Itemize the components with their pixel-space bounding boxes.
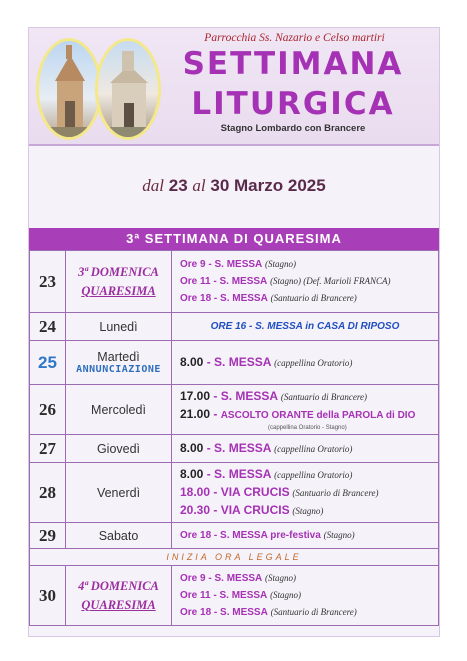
day-number: 29 <box>30 523 66 549</box>
table-row <box>30 385 439 435</box>
event-line: 21.00 - ASCOLTO ORANTE della PAROLA di DIO <box>180 406 416 421</box>
small-note: (cappellina Oratorio - Stagno) <box>268 424 347 431</box>
event-line: 8.00 - S. MESSA (cappellina Oratorio) <box>180 466 353 481</box>
day-number: 23 <box>30 251 66 313</box>
event-line: Ore 9 - S. MESSA (Stagno) <box>180 573 297 584</box>
title-line-2: LITURGICA <box>191 86 395 122</box>
events <box>172 566 439 626</box>
day-number: 30 <box>30 566 66 626</box>
day-label-a: 3ª DOMENICA <box>78 264 159 279</box>
day-number: 27 <box>30 435 66 463</box>
day-label-a: 4ª DOMENICA <box>78 578 159 593</box>
date-range <box>29 176 439 196</box>
day-label-b: QUARESIMA <box>81 597 156 612</box>
events <box>172 341 439 385</box>
header <box>29 28 439 146</box>
event-line: 8.00 - S. MESSA (cappellina Oratorio) <box>180 440 353 455</box>
event-line: Ore 11 - S. MESSA (Stagno) (Def. Marioli FRANCA) <box>180 276 391 287</box>
day-label: Venerdì <box>66 463 172 523</box>
event-line: 17.00 - S. MESSA (Santuario di Brancere) <box>180 388 367 403</box>
day-number: 24 <box>30 313 66 341</box>
date-start: 23 <box>168 176 188 195</box>
day-label: Mercoledì <box>66 385 172 435</box>
table-row <box>30 566 439 626</box>
event-line: 20.30 - VIA CRUCIS (Stagno) <box>180 502 324 517</box>
day-label <box>66 566 172 626</box>
event-line: Ore 18 - S. MESSA (Santuario di Brancere) <box>180 607 357 618</box>
table-row <box>30 341 439 385</box>
events <box>172 463 439 523</box>
parish-name: Parrocchia Ss. Nazario e Celso martiri <box>204 32 385 44</box>
table-row <box>30 435 439 463</box>
day-number: 28 <box>30 463 66 523</box>
event-line: 8.00 - S. MESSA (cappellina Oratorio) <box>180 354 353 369</box>
title-line-1: SETTIMANA <box>182 46 404 82</box>
legal-time-notice: INIZIA ORA LEGALE <box>30 549 439 566</box>
schedule-table <box>29 250 439 626</box>
center-event: ORE 16 - S. MESSA in CASA DI RIPOSO <box>172 313 439 341</box>
church-photo-left <box>36 38 102 140</box>
day-number: 26 <box>30 385 66 435</box>
event-line: Ore 18 - S. MESSA (Santuario di Brancere) <box>180 293 357 304</box>
event-line: Ore 11 - S. MESSA (Stagno) <box>180 590 302 601</box>
day-number: 25 <box>30 341 66 385</box>
day-label: Giovedì <box>66 435 172 463</box>
table-row <box>30 251 439 313</box>
events <box>172 435 439 463</box>
table-row <box>30 313 439 341</box>
date-end: 30 Marzo 2025 <box>210 176 326 195</box>
bulletin-page <box>28 27 440 637</box>
events <box>172 523 439 549</box>
day-label: Lunedì <box>66 313 172 341</box>
table-row <box>30 463 439 523</box>
day-label: Sabato <box>66 523 172 549</box>
table-row <box>30 549 439 566</box>
event-line: 18.00 - VIA CRUCIS (Santuario di Brancere) <box>180 484 379 499</box>
day-label <box>66 251 172 313</box>
subtitle: Stagno Lombardo con Brancere <box>220 123 366 134</box>
day-label-b: QUARESIMA <box>81 283 156 298</box>
day-label-b: ANNUNCIAZIONE <box>76 364 161 375</box>
event-line: Ore 9 - S. MESSA (Stagno) <box>180 259 297 270</box>
date-al: al <box>192 176 206 195</box>
week-banner: 3ª SETTIMANA DI QUARESIMA <box>29 228 439 250</box>
date-dal: dal <box>142 176 165 195</box>
events <box>172 385 439 435</box>
events <box>172 251 439 313</box>
table-row <box>30 523 439 549</box>
day-label-a: Martedì <box>97 350 140 364</box>
day-label <box>66 341 172 385</box>
event-line: Ore 18 - S. MESSA pre-festiva (Stagno) <box>180 530 355 541</box>
